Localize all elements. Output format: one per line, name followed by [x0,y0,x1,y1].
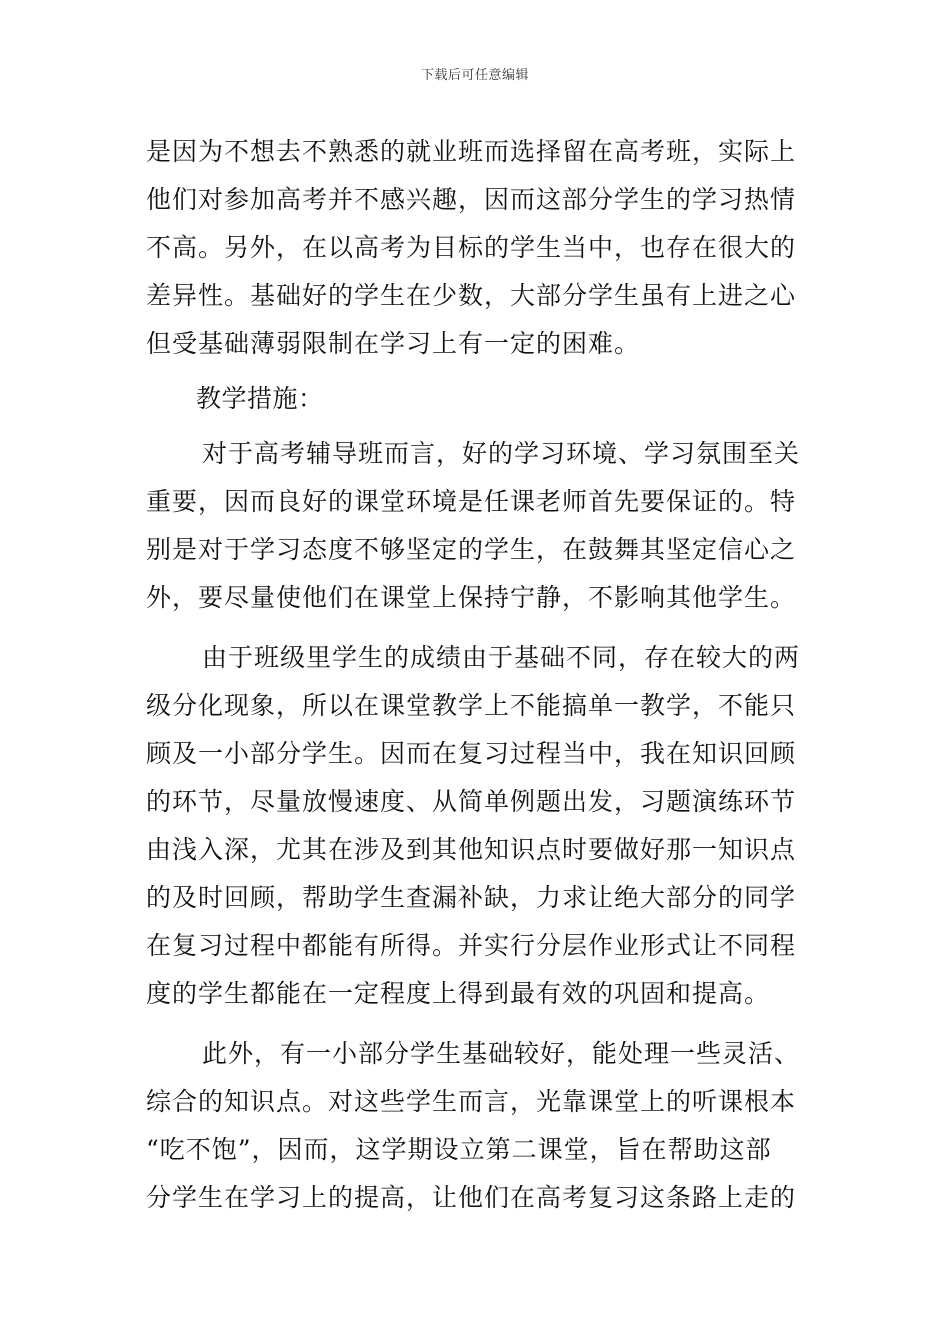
text-line: 此外，有一小部分学生基础较好，能处理一些灵活、 [202,1039,801,1068]
text-line: 不高。另外，在以高考为目标的学生当中，也存在很大的 [146,233,797,262]
text-line: 度的学生都能在一定程度上得到最有效的巩固和提高。 [146,979,771,1008]
page-header: 下载后可任意编辑 [420,68,529,83]
text-line: 级分化现象，所以在课堂教学上不能搞单一教学，不能只 [146,691,797,720]
paragraph [146,128,812,368]
paragraph [146,1030,812,1222]
text-line: 重要，因而良好的课堂环境是任课老师首先要保证的。特 [146,487,797,516]
text-line: 差异性。基础好的学生在少数，大部分学生虽有上进之心 [146,281,797,310]
text-line: 他们对参加高考并不感兴趣，因而这部分学生的学习热情 [146,185,797,214]
text-line: 顾及一小部分学生。因而在复习过程当中，我在知识回顾 [146,739,797,768]
text-line: 的环节，尽量放慢速度、从简单例题出发，习题演练环节 [146,787,797,816]
text-line: “吃不饱”，因而，这学期设立第二课堂，旨在帮助这部 [146,1135,772,1164]
text-line: 但受基础薄弱限制在学习上有一定的困难。 [146,329,641,358]
text-line: 在复习过程中都能有所得。并实行分层作业形式让不同程 [146,931,797,960]
text-line: 分学生在学习上的提高，让他们在高考复习这条路上走的 [146,1183,797,1212]
section-heading: 教学措施： [196,384,324,413]
paragraph [146,430,812,622]
text-line: 由浅入深，尤其在涉及到其他知识点时要做好那一知识点 [146,835,797,864]
text-line: 对于高考辅导班而言，好的学习环境、学习氛围至关 [202,439,801,468]
text-line: 别是对于学习态度不够坚定的学生，在鼓舞其坚定信心之 [146,535,797,564]
text-line: 综合的知识点。对这些学生而言，光靠课堂上的听课根本 [146,1087,797,1116]
text-line: 由于班级里学生的成绩由于基础不同，存在较大的两 [202,643,801,672]
document-body [146,128,812,1222]
text-line: 的及时回顾，帮助学生查漏补缺，力求让绝大部分的同学 [146,883,797,912]
text-line: 是因为不想去不熟悉的就业班而选择留在高考班，实际上 [146,137,797,166]
paragraph [146,634,812,1018]
text-line: 外，要尽量使他们在课堂上保持宁静，不影响其他学生。 [146,583,797,612]
